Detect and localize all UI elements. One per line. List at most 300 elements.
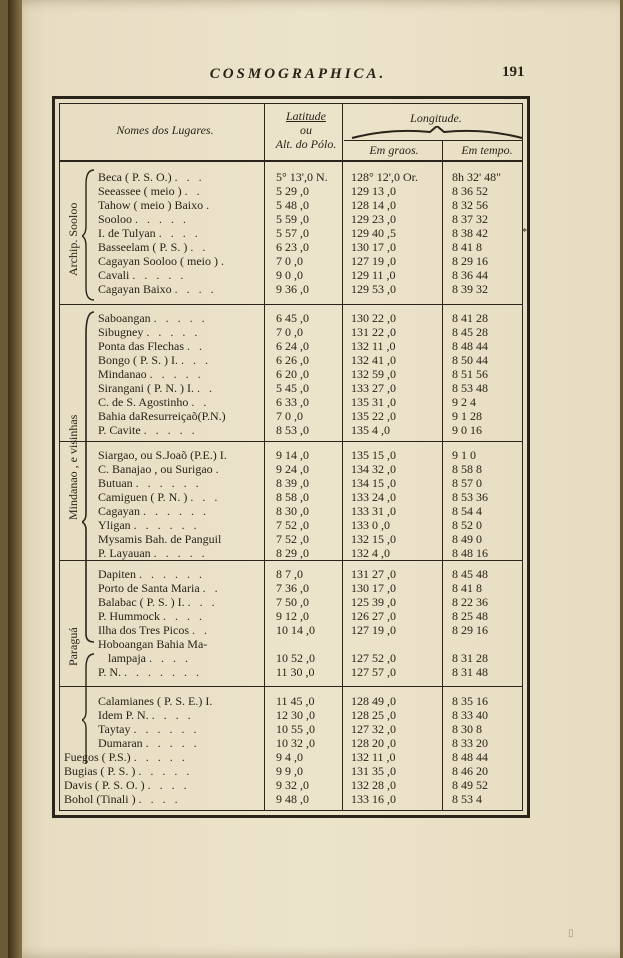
- latitude-value: 9 24 ,0: [276, 462, 309, 476]
- leader-dots: . . . .: [147, 778, 190, 792]
- longitude-degrees-value: 129 11 ,0: [351, 268, 396, 282]
- latitude-value: 9 32 ,0: [276, 778, 309, 792]
- place-name-text: Sooloo: [98, 212, 133, 226]
- place-name: [98, 381, 273, 395]
- longitude-time-value: 8 36 52: [452, 184, 488, 198]
- place-name-text: Davis ( P. S. O. ): [64, 778, 145, 792]
- latitude-value: 9 9 ,0: [276, 764, 303, 778]
- place-name-text: P. Layauan: [98, 546, 151, 560]
- section-rule-2: [60, 441, 522, 442]
- table-row: [60, 567, 522, 581]
- longitude-degrees-value: 133 16 ,0: [351, 792, 396, 806]
- header-rule: [60, 160, 522, 162]
- table-row: [60, 623, 522, 637]
- table-row: [60, 609, 522, 623]
- latitude-value: 5° 13',0 N.: [276, 170, 328, 184]
- leader-dots: . . . . . . .: [124, 665, 203, 679]
- longitude-time-value: 8 33 20: [452, 736, 488, 750]
- col-header-degrees: Em graos.: [369, 143, 419, 157]
- latitude-value: 8 30 ,0: [276, 504, 309, 518]
- group-label-mindanao: Mindanao , e visinhas: [66, 414, 80, 520]
- place-name-text: Balabac ( P. S. ) I.: [98, 595, 185, 609]
- book-page: [8, 0, 620, 958]
- place-name: [98, 595, 273, 609]
- longitude-time-value: 8 50 44: [452, 353, 488, 367]
- table-row: [60, 339, 522, 353]
- place-name-text: Camiguen ( P. N. ): [98, 490, 188, 504]
- place-name-text: Ilha dos Tres Picos: [98, 623, 190, 637]
- latitude-value: 8 39 ,0: [276, 476, 309, 490]
- longitude-time-value: 8 52 0: [452, 518, 482, 532]
- table-row: [60, 395, 522, 409]
- longitude-degrees-value: 135 15 ,0: [351, 448, 396, 462]
- col-header-latitude-2: ou: [300, 123, 312, 137]
- place-name-text: Cagayan Baixo: [98, 282, 172, 296]
- longitude-degrees-value: 131 35 ,0: [351, 764, 396, 778]
- place-name: [98, 609, 273, 623]
- table-row: [60, 792, 522, 806]
- longitude-time-value: 8 25 48: [452, 609, 488, 623]
- longitude-time-value: 8 41 8: [452, 240, 482, 254]
- longitude-brace: [350, 126, 524, 140]
- col-header-latitude-1: Latitude: [285, 109, 326, 123]
- place-name: [98, 546, 273, 560]
- longitude-time-value: 8 49 0: [452, 532, 482, 546]
- longitude-degrees-value: 129 53 ,0: [351, 282, 396, 296]
- subheader-rule: [344, 140, 522, 141]
- latitude-value: 8 7 ,0: [276, 567, 303, 581]
- leader-dots: . .: [191, 395, 210, 409]
- place-name-text: Bongo ( P. S. ) I.: [98, 353, 179, 367]
- latitude-value: 7 52 ,0: [276, 532, 309, 546]
- place-name-text: P. N.: [98, 665, 122, 679]
- table-row: [60, 750, 522, 764]
- table-row: [60, 595, 522, 609]
- place-name-text: Idem P. N.: [98, 708, 149, 722]
- longitude-time-value: 8 57 0: [452, 476, 482, 490]
- leader-dots: . . . . .: [133, 750, 188, 764]
- col-header-longitude: Longitude.: [410, 111, 462, 125]
- longitude-degrees-value: 132 59 ,0: [351, 367, 396, 381]
- place-name: [98, 694, 273, 708]
- col-header-time: Em tempo.: [461, 143, 513, 157]
- place-name: [98, 184, 273, 198]
- place-name-text: P. Cavite: [98, 423, 141, 437]
- latitude-value: 6 20 ,0: [276, 367, 309, 381]
- leader-dots: . . . . .: [132, 268, 187, 282]
- latitude-value: 12 30 ,0: [276, 708, 315, 722]
- longitude-time-value: 8 35 16: [452, 694, 488, 708]
- longitude-time-value: 9 2 4: [452, 395, 476, 409]
- longitude-time-value: 8 49 52: [452, 778, 488, 792]
- place-name: [98, 708, 273, 722]
- place-name: [64, 764, 264, 778]
- place-name: [98, 339, 273, 353]
- section-rule-1: [60, 304, 522, 305]
- longitude-degrees-value: 127 57 ,0: [351, 665, 396, 679]
- place-name-text: Saboangan: [98, 311, 151, 325]
- table-row: [60, 311, 522, 325]
- longitude-time-value: 8 48 44: [452, 750, 488, 764]
- place-name: [98, 423, 273, 437]
- place-name-text: Sirangani ( P. N. ) I.: [98, 381, 194, 395]
- longitude-degrees-value: 133 31 ,0: [351, 504, 396, 518]
- longitude-time-value: 8 53 4: [452, 792, 482, 806]
- table-row: [60, 764, 522, 778]
- longitude-degrees-value: 130 17 ,0: [351, 240, 396, 254]
- latitude-value: 10 14 ,0: [276, 623, 315, 637]
- latitude-value: 10 52 ,0: [276, 651, 315, 665]
- longitude-degrees-value: 127 19 ,0: [351, 254, 396, 268]
- running-title: COSMOGRAPHICA.: [209, 66, 387, 82]
- place-name: [98, 268, 273, 282]
- longitude-degrees-value: 128 25 ,0: [351, 708, 396, 722]
- longitude-degrees-value: 133 0 ,0: [351, 518, 390, 532]
- latitude-value: 9 4 ,0: [276, 750, 303, 764]
- place-name: [98, 240, 273, 254]
- longitude-degrees-value: 126 27 ,0: [351, 609, 396, 623]
- place-name-text: Taytay: [98, 722, 131, 736]
- latitude-value: 6 24 ,0: [276, 339, 309, 353]
- place-name-text: lampaja: [108, 651, 146, 665]
- place-name: [98, 254, 273, 268]
- place-name-text: Seeassee ( meio ): [98, 184, 182, 198]
- place-name: [98, 722, 273, 736]
- latitude-value: 10 32 ,0: [276, 736, 315, 750]
- latitude-value: 9 0 ,0: [276, 268, 303, 282]
- longitude-time-value: 8 41 28: [452, 311, 488, 325]
- longitude-degrees-value: 132 11 ,0: [351, 339, 396, 353]
- place-name-text: Porto de Santa Maria: [98, 581, 200, 595]
- place-name: [98, 637, 273, 651]
- longitude-time-value: 8h 32' 48": [452, 170, 502, 184]
- place-name: [98, 353, 273, 367]
- place-name-text: Cavali: [98, 268, 130, 282]
- place-name: [98, 282, 273, 296]
- table-row: [60, 708, 522, 722]
- place-name: [98, 409, 273, 423]
- longitude-degrees-value: 127 52 ,0: [351, 651, 396, 665]
- latitude-value: 6 26 ,0: [276, 353, 309, 367]
- place-name-text: Bohol (Tinali ): [64, 792, 136, 806]
- leader-dots: . . . . . .: [133, 722, 200, 736]
- longitude-degrees-value: 129 13 ,0: [351, 184, 396, 198]
- place-name: [98, 395, 273, 409]
- table-row: [60, 651, 522, 665]
- longitude-time-value: 8 41 8: [452, 581, 482, 595]
- leader-dots: . . . .: [138, 792, 181, 806]
- longitude-time-value: 8 53 36: [452, 490, 488, 504]
- longitude-degrees-value: 132 11 ,0: [351, 750, 396, 764]
- place-name-text: Dapiten: [98, 567, 136, 581]
- place-name-text: Butuan: [98, 476, 133, 490]
- table-row: [60, 722, 522, 736]
- table-row: [60, 170, 522, 184]
- longitude-degrees-value: 132 28 ,0: [351, 778, 396, 792]
- place-name: [64, 750, 264, 764]
- section-rule-4: [60, 686, 522, 687]
- place-name: [98, 490, 273, 504]
- table-row: [60, 184, 522, 198]
- latitude-value: 6 23 ,0: [276, 240, 309, 254]
- place-name-text: Fuegos ( P.S.): [64, 750, 131, 764]
- latitude-value: 11 30 ,0: [276, 665, 315, 679]
- place-name-text: Calamianes ( P. S. E.) I.: [98, 694, 213, 708]
- place-name: [98, 623, 273, 637]
- longitude-degrees-value: 128 20 ,0: [351, 736, 396, 750]
- leader-dots: .: [220, 254, 227, 268]
- longitude-time-value: 8 22 36: [452, 595, 488, 609]
- leader-dots: . . . .: [163, 609, 206, 623]
- longitude-time-value: 8 31 28: [452, 651, 488, 665]
- place-name-text: Yligan: [98, 518, 131, 532]
- table-row: [60, 694, 522, 708]
- table-row: [60, 778, 522, 792]
- leader-dots: .: [215, 462, 222, 476]
- place-name: [98, 198, 273, 212]
- place-name-text: P. Hummock: [98, 609, 161, 623]
- place-name-text: Mysamis Bah. de Panguil: [98, 532, 222, 546]
- place-name: [98, 325, 273, 339]
- latitude-value: 5 48 ,0: [276, 198, 309, 212]
- longitude-degrees-value: 135 31 ,0: [351, 395, 396, 409]
- longitude-time-value: 9 1 28: [452, 409, 482, 423]
- longitude-degrees-value: 132 4 ,0: [351, 546, 390, 560]
- place-name-text: Mindanao: [98, 367, 147, 381]
- latitude-value: 11 45 ,0: [276, 694, 315, 708]
- latitude-value: 9 14 ,0: [276, 448, 309, 462]
- place-name-text: Ponta das Flechas: [98, 339, 184, 353]
- longitude-time-value: 8 45 28: [452, 325, 488, 339]
- place-name: [98, 736, 273, 750]
- latitude-value: 5 45 ,0: [276, 381, 309, 395]
- leader-dots: . . . . . .: [133, 518, 200, 532]
- leader-dots: . . .: [181, 353, 212, 367]
- place-name-text: Bahia daResurreiçaõ(P.N.): [98, 409, 226, 423]
- place-name: [98, 462, 273, 476]
- longitude-time-value: 8 36 44: [452, 268, 488, 282]
- leader-dots: . . . . . .: [142, 504, 209, 518]
- place-name: [98, 532, 273, 546]
- leader-dots: . . . . .: [149, 367, 204, 381]
- group-label-paragua: Paraguá: [66, 627, 80, 666]
- pencil-mark: ▯: [568, 928, 574, 939]
- latitude-value: 6 45 ,0: [276, 311, 309, 325]
- table-row: [60, 268, 522, 282]
- longitude-degrees-value: 128° 12',0 Or.: [351, 170, 418, 184]
- leader-dots: . . . . .: [138, 764, 193, 778]
- leader-dots: . . . . .: [143, 423, 198, 437]
- latitude-value: 7 52 ,0: [276, 518, 309, 532]
- longitude-degrees-value: 130 17 ,0: [351, 581, 396, 595]
- longitude-time-value: 8 51 56: [452, 367, 488, 381]
- place-name: [98, 226, 273, 240]
- place-name-text: Basseelam ( P. S. ): [98, 240, 188, 254]
- place-name-text: Beca ( P. S. O.): [98, 170, 172, 184]
- latitude-value: 7 36 ,0: [276, 581, 309, 595]
- table-row: [60, 325, 522, 339]
- leader-dots: . . . . . .: [139, 567, 205, 581]
- longitude-time-value: 8 30 8: [452, 722, 482, 736]
- group-label-sooloo: Archip. Sooloo: [66, 202, 80, 276]
- place-name: [98, 504, 273, 518]
- longitude-time-value: 8 33 40: [452, 708, 488, 722]
- leader-dots: .: [206, 198, 213, 212]
- table-row: [60, 254, 522, 268]
- table-row: [60, 240, 522, 254]
- leader-dots: . .: [202, 581, 221, 595]
- table-row: [60, 476, 522, 490]
- leader-dots: . .: [187, 339, 205, 353]
- place-name-text: I. de Tulyan: [98, 226, 156, 240]
- table-row: [60, 423, 522, 437]
- longitude-degrees-value: 128 49 ,0: [351, 694, 396, 708]
- place-name-text: Cagayan: [98, 504, 140, 518]
- longitude-degrees-value: 129 23 ,0: [351, 212, 396, 226]
- latitude-value: 6 33 ,0: [276, 395, 309, 409]
- longitude-time-value: 8 46 20: [452, 764, 488, 778]
- table-frame: [52, 96, 530, 818]
- place-name: [98, 311, 273, 325]
- longitude-degrees-value: 127 32 ,0: [351, 722, 396, 736]
- leader-dots: . . .: [187, 595, 218, 609]
- place-name-text: C. de S. Agostinho: [98, 395, 189, 409]
- leader-dots: . . .: [190, 490, 221, 504]
- place-name: [64, 778, 264, 792]
- place-name: [98, 367, 273, 381]
- latitude-value: 7 0 ,0: [276, 325, 303, 339]
- longitude-time-value: 8 39 32: [452, 282, 488, 296]
- place-name: [98, 212, 273, 226]
- table-row: [60, 462, 522, 476]
- table-row: [60, 381, 522, 395]
- longitude-degrees-value: 134 15 ,0: [351, 476, 396, 490]
- leader-dots: . . . .: [174, 282, 217, 296]
- place-name-text: C. Banajao , ou Surigao: [98, 462, 213, 476]
- latitude-value: 8 53 ,0: [276, 423, 309, 437]
- leader-dots: . . . .: [158, 226, 201, 240]
- place-name-text: Cagayan Sooloo ( meio ): [98, 254, 218, 268]
- table-row: [60, 637, 522, 651]
- place-name: [64, 792, 264, 806]
- longitude-degrees-value: 134 32 ,0: [351, 462, 396, 476]
- latitude-value: 5 59 ,0: [276, 212, 309, 226]
- place-name-text: Tahow ( meio ) Baixo: [98, 198, 204, 212]
- table-row: [60, 212, 522, 226]
- place-name: [98, 581, 273, 595]
- longitude-degrees-value: 135 22 ,0: [351, 409, 396, 423]
- longitude-time-value: 8 53 48: [452, 381, 488, 395]
- leader-dots: . .: [197, 381, 215, 395]
- table-row: [60, 353, 522, 367]
- leader-dots: . . . .: [151, 708, 194, 722]
- latitude-value: 10 55 ,0: [276, 722, 315, 736]
- coordinates-table: [59, 103, 527, 811]
- longitude-degrees-value: 132 15 ,0: [351, 532, 396, 546]
- table-row: [60, 518, 522, 532]
- leader-dots: . . . . .: [135, 212, 190, 226]
- longitude-degrees-value: 135 4 ,0: [351, 423, 390, 437]
- latitude-value: 9 36 ,0: [276, 282, 309, 296]
- book-spine: [8, 0, 22, 958]
- longitude-time-value: 8 38 42: [452, 226, 488, 240]
- longitude-time-value: 8 45 48: [452, 567, 488, 581]
- latitude-value: 8 29 ,0: [276, 546, 309, 560]
- leader-dots: . . . . . .: [135, 476, 202, 490]
- longitude-time-value: 8 37 32: [452, 212, 488, 226]
- longitude-time-value: 9 0 16: [452, 423, 482, 437]
- table-row: [60, 448, 522, 462]
- place-name-text: Dumaran: [98, 736, 143, 750]
- leader-dots: . . . .: [148, 651, 191, 665]
- place-name: [98, 448, 273, 462]
- table-row: [60, 282, 522, 296]
- leader-dots: . .: [190, 240, 209, 254]
- latitude-value: 5 29 ,0: [276, 184, 309, 198]
- place-name-text: Hoboangan Bahia Ma-: [98, 637, 208, 651]
- table-row: [60, 532, 522, 546]
- place-name: [98, 665, 273, 679]
- leader-dots: . . .: [174, 170, 205, 184]
- leader-dots: . . . . .: [153, 311, 208, 325]
- table-row: [60, 504, 522, 518]
- longitude-time-value: 9 1 0: [452, 448, 476, 462]
- table-row: [60, 581, 522, 595]
- leader-dots: . . . . .: [153, 546, 208, 560]
- longitude-degrees-value: 127 19 ,0: [351, 623, 396, 637]
- place-name: [98, 170, 273, 184]
- latitude-value: 8 58 ,0: [276, 490, 309, 504]
- longitude-time-value: 8 32 56: [452, 198, 488, 212]
- longitude-time-value: 8 29 16: [452, 623, 488, 637]
- col-header-latitude-3: Alt. do Pólo.: [275, 137, 337, 151]
- place-name-text: Bugias ( P. S. ): [64, 764, 136, 778]
- table-row: [60, 665, 522, 679]
- leader-dots: . . . . .: [146, 325, 201, 339]
- longitude-degrees-value: 131 27 ,0: [351, 567, 396, 581]
- longitude-time-value: 8 29 16: [452, 254, 488, 268]
- leader-dots: . .: [192, 623, 211, 637]
- latitude-value: 5 57 ,0: [276, 226, 309, 240]
- section-rule-3: [60, 560, 522, 561]
- longitude-time-value: 8 58 8: [452, 462, 482, 476]
- longitude-degrees-value: 125 39 ,0: [351, 595, 396, 609]
- longitude-degrees-value: 133 24 ,0: [351, 490, 396, 504]
- table-row: [60, 367, 522, 381]
- longitude-time-value: 8 31 48: [452, 665, 488, 679]
- longitude-time-value: 8 48 44: [452, 339, 488, 353]
- latitude-value: 7 50 ,0: [276, 595, 309, 609]
- longitude-degrees-value: 131 22 ,0: [351, 325, 396, 339]
- leader-dots: . . . . .: [145, 736, 200, 750]
- place-name-text: Siargao, ou S.Joaõ (P.E.) I.: [98, 448, 227, 462]
- table-row: [60, 198, 522, 212]
- longitude-degrees-value: 130 22 ,0: [351, 311, 396, 325]
- col-header-names: Nomes dos Lugares.: [116, 123, 214, 137]
- page-number: 191: [502, 64, 525, 80]
- table-row: [60, 226, 527, 240]
- latitude-value: 7 0 ,0: [276, 409, 303, 423]
- longitude-degrees-value: 129 40 ,5: [351, 226, 396, 240]
- table-row: [60, 736, 522, 750]
- latitude-value: 7 0 ,0: [276, 254, 303, 268]
- place-name: [98, 476, 273, 490]
- latitude-value: 9 12 ,0: [276, 609, 309, 623]
- longitude-degrees-value: 128 14 ,0: [351, 198, 396, 212]
- latitude-value: 9 48 ,0: [276, 792, 309, 806]
- table-row: [60, 490, 522, 504]
- place-name: [98, 518, 273, 532]
